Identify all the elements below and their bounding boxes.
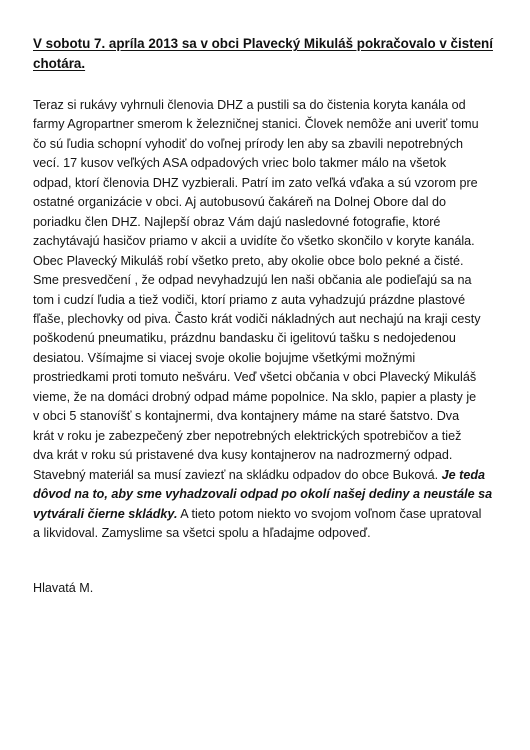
body-line: v obci 5 stanovíšť s kontajnermi, dva kontajnery máme na staré šatstvo. Dva bbox=[33, 409, 460, 424]
title-line: chotára. bbox=[33, 55, 86, 71]
body-line: Obec Plavecký Mikuláš robí všetko preto, aby okolie obce bolo pekné a čisté. bbox=[33, 253, 464, 268]
emphasized-text: dôvod na to, aby sme vyhadzovali odpad po okolí našej dediny a neustále sa bbox=[33, 487, 493, 502]
body-line: Sme presvedčení , že odpad nevyhadzujú len naši občania ale podieľajú sa na bbox=[33, 273, 472, 288]
body-line: ostatné organizácie v obci. Aj autobusovú čakáreň na Dolnej Obore dal do bbox=[33, 195, 447, 210]
body-line: dva krát v roku sú pristavené dva kusy kontajnerov na nadrozmerný odpad. bbox=[33, 448, 453, 463]
article-body bbox=[33, 96, 503, 543]
author-signature: Hlavatá M. bbox=[33, 581, 94, 595]
document-title bbox=[33, 34, 503, 73]
body-line: tom i cudzí ľudia a tiež vodiči, ktorí priamo z auta vyhadzujú prázdne plastové bbox=[33, 292, 466, 307]
body-line: poškodenú pneumatiku, prázdnu bandasku či igelitovú tašku s nedojedenou bbox=[33, 331, 456, 346]
body-line-mixed bbox=[33, 505, 503, 524]
title-line: V sobotu 7. apríla 2013 sa v obci Plavecký Mikuláš pokračovalo v čistení bbox=[33, 36, 493, 51]
body-line: krát v roku je zabezpečený zber nepotrebných elektrických spotrebičov a tiež bbox=[33, 428, 462, 443]
body-line: poriadku člen DHZ. Najlepší obraz Vám dajú nasledovné fotografie, ktoré bbox=[33, 214, 441, 229]
body-line: vecí. 17 kusov veľkých ASA odpadových vriec bolo takmer málo na všetok bbox=[33, 156, 447, 171]
body-text-normal: A tieto potom niekto vo svojom voľnom čase upratoval bbox=[177, 506, 482, 521]
body-line: odpad, ktorí členovia DHZ vyzbierali. Patrí im zato veľká vďaka a sú vzorom pre bbox=[33, 175, 478, 190]
body-line: desiatou. Všímajme si viacej svoje okolie bojujme všetkými možnými bbox=[33, 350, 416, 365]
body-text-normal: Stavebný materiál sa musí zaviezť na skládku odpadov do obce Buková. bbox=[33, 467, 442, 482]
body-line: zachytávajú hasičov priamo v akcii a uvidíte čo všetko skončilo v koryte kanála. bbox=[33, 234, 475, 249]
body-line: farmy Agropartner smerom k železničnej stanici. Človek nemôže ani uveriť tomu bbox=[33, 117, 479, 132]
body-line: Teraz si rukávy vyhrnuli členovia DHZ a pustili sa do čistenia koryta kanála od bbox=[33, 98, 466, 112]
emphasized-text: Je teda bbox=[441, 467, 486, 482]
body-line: vieme, že na domáci drobný odpad máme popolnice. Na sklo, papier a plasty je bbox=[33, 389, 477, 404]
body-line: a likvidoval. Zamyslime sa všetci spolu a hľadajme odpoveď. bbox=[33, 525, 371, 540]
body-line-mixed bbox=[33, 466, 503, 485]
body-line: prostriedkami proti tomuto nešváru. Veď všetci občania v obci Plavecký Mikuláš bbox=[33, 370, 477, 385]
body-line: čo sú ľudia schopní vyhodiť do voľnej prírody len aby sa zbavili nepotrebných bbox=[33, 136, 464, 151]
body-line: fľaše, plechovky od piva. Často krát vodiči nákladných aut nechajú na kraji cesty bbox=[33, 311, 481, 326]
emphasized-text: vytvárali čierne skládky. bbox=[33, 506, 178, 521]
